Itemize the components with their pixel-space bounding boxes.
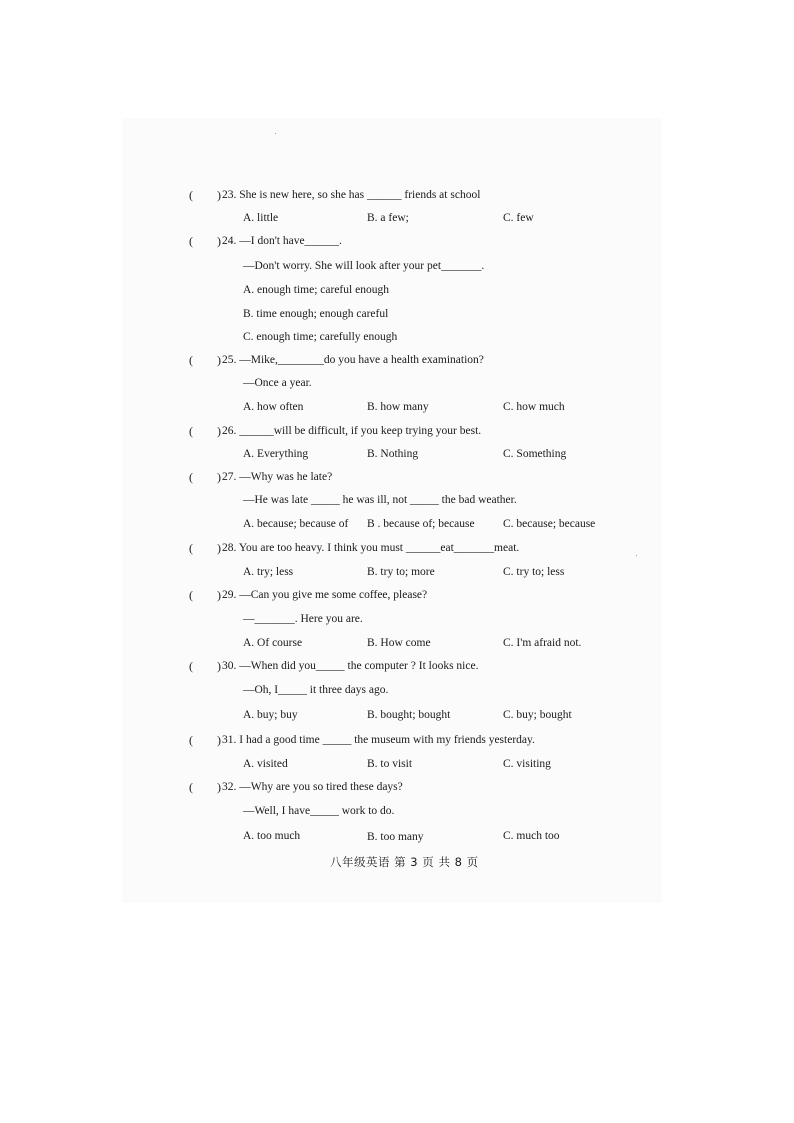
option-b: B. bought; bought (367, 709, 451, 721)
option-b: B. Nothing (367, 448, 419, 460)
option-c: C. much too (503, 830, 560, 842)
answer-paren-close: ) (217, 470, 221, 484)
scan-speck (636, 555, 637, 556)
option-a: A. try; less (243, 566, 294, 578)
scan-speck (275, 133, 276, 134)
option-b: B. a few; (367, 212, 409, 224)
option-b: B . because of; because (367, 518, 475, 530)
option-b: B. try to; more (367, 566, 435, 578)
question-stem: 31. I had a good time _____ the museum with my friends yesterday. (222, 734, 535, 746)
dialogue-line: —Well, I have_____ work to do. (243, 805, 395, 817)
question-stem: 24. —I don't have______. (222, 235, 342, 247)
option-c: C. few (503, 212, 534, 224)
answer-paren-close: ) (217, 588, 221, 602)
answer-paren-close: ) (217, 188, 221, 202)
answer-paren-open: ( (189, 733, 193, 747)
option-c: C. I'm afraid not. (503, 637, 582, 649)
page-footer: 八年级英语 第 3 页 共 8 页 (330, 855, 479, 869)
option-a: A. enough time; careful enough (243, 284, 389, 296)
option-a: A. too much (243, 830, 301, 842)
question-stem: 25. —Mike,________do you have a health examination? (222, 354, 484, 366)
option-b: B. to visit (367, 758, 413, 770)
answer-paren-open: ( (189, 188, 193, 202)
answer-paren-close: ) (217, 733, 221, 747)
answer-paren-open: ( (189, 353, 193, 367)
question-stem: 27. —Why was he late? (222, 471, 333, 483)
answer-paren-close: ) (217, 659, 221, 673)
option-a: A. Everything (243, 448, 309, 460)
option-c: C. try to; less (503, 566, 565, 578)
answer-paren-open: ( (189, 659, 193, 673)
option-a: A. visited (243, 758, 288, 770)
option-b: B. How come (367, 637, 431, 649)
question-stem: 29. —Can you give me some coffee, please? (222, 589, 428, 601)
option-b: B. too many (367, 831, 424, 843)
dialogue-line: —Once a year. (243, 377, 312, 389)
option-c: C. how much (503, 401, 565, 413)
option-c: C. Something (503, 448, 567, 460)
option-c: C. visiting (503, 758, 551, 770)
question-stem: 26. ______will be difficult, if you keep trying your best. (222, 425, 482, 437)
answer-paren-open: ( (189, 588, 193, 602)
question-stem: 30. —When did you_____ the computer ? It looks nice. (222, 660, 479, 672)
option-b: B. how many (367, 401, 429, 413)
option-a: A. because; because of (243, 518, 349, 530)
answer-paren-open: ( (189, 780, 193, 794)
option-c: C. buy; bought (503, 709, 572, 721)
answer-paren-open: ( (189, 234, 193, 248)
option-c: C. enough time; carefully enough (243, 331, 398, 343)
answer-paren-close: ) (217, 424, 221, 438)
question-stem: 32. —Why are you so tired these days? (222, 781, 403, 793)
answer-paren-open: ( (189, 424, 193, 438)
dialogue-line: —_______. Here you are. (243, 613, 363, 625)
option-b: B. time enough; enough careful (243, 308, 389, 320)
answer-paren-close: ) (217, 234, 221, 248)
answer-paren-open: ( (189, 541, 193, 555)
option-a: A. little (243, 212, 279, 224)
option-a: A. buy; buy (243, 709, 298, 721)
option-c: C. because; because (503, 518, 596, 530)
question-stem: 23. She is new here, so she has ______ friends at school (222, 189, 481, 201)
dialogue-line: —He was late _____ he was ill, not _____ the bad weather. (243, 494, 517, 506)
question-stem: 28. You are too heavy. I think you must ______eat_______meat. (222, 542, 520, 554)
dialogue-line: —Don't worry. She will look after your pet_______. (243, 260, 485, 272)
answer-paren-close: ) (217, 780, 221, 794)
answer-paren-close: ) (217, 541, 221, 555)
option-a: A. how often (243, 401, 304, 413)
answer-paren-close: ) (217, 353, 221, 367)
answer-paren-open: ( (189, 470, 193, 484)
dialogue-line: —Oh, I_____ it three days ago. (243, 684, 389, 696)
option-a: A. Of course (243, 637, 303, 649)
